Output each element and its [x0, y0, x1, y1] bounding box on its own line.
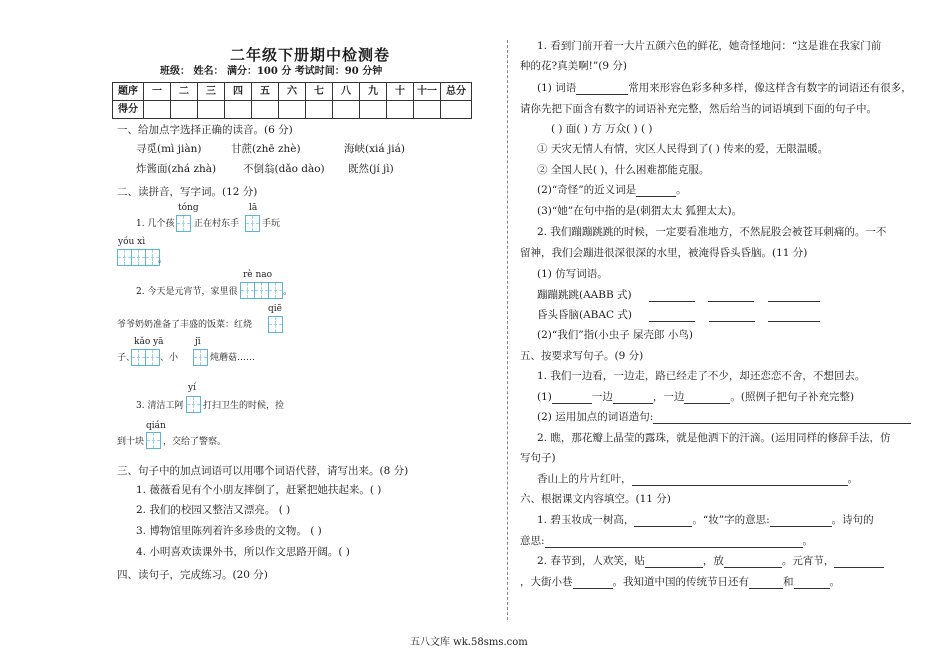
answer-blank[interactable]: [794, 588, 830, 589]
question-label: 。诗句的: [831, 514, 874, 526]
answer-blank[interactable]: [724, 567, 782, 568]
writing-box[interactable]: [254, 282, 269, 299]
answer-blank[interactable]: [770, 526, 832, 527]
writing-boxes[interactable]: [117, 249, 159, 266]
q2-title: 二、读拼音，写字词。(12 分): [117, 186, 258, 198]
question-text: (3)“她”在句中指的是(刺猬太太 狐狸太太)。: [537, 205, 743, 217]
q1-item: 寻觅(mì jiàn): [136, 143, 202, 155]
section-title: 五、按要求写句子。(9 分): [520, 350, 644, 362]
q2-sentence: ，交给了警察。: [163, 437, 227, 447]
question-text: [537, 391, 854, 404]
pinyin-hint: jī: [195, 337, 201, 347]
q1-item: 既然(jí jì): [348, 163, 394, 175]
writing-box[interactable]: [245, 215, 260, 232]
pinyin-hint: yóu xì: [118, 237, 146, 247]
question-label: 蹦蹦跳跳(AABB 式): [537, 289, 632, 301]
reading-passage: 留神，我们会蹦进很深很深的水里，被淹得昏头昏脑。(11 分): [520, 247, 808, 259]
page-title: 二年级下册期中检测卷: [230, 46, 391, 64]
score-input-cell[interactable]: [387, 101, 414, 119]
q2-sentence: 。: [283, 287, 293, 297]
question-text: 意思: 。: [520, 535, 814, 547]
table-cell: 四: [225, 83, 252, 101]
question-text: 2. 瞧，那花瓣上晶莹的露珠，就是他洒下的汗滴。(运用同样的修辞手法，仿: [537, 432, 891, 444]
answer-blank[interactable]: [634, 526, 692, 527]
question-label: 香山上的片片红叶，: [537, 473, 632, 485]
table-cell: 八: [333, 83, 360, 101]
question-label: 昏头昏脑(ABAC 式): [537, 309, 632, 321]
writing-boxes[interactable]: [146, 432, 160, 449]
table-cell: 得分: [113, 101, 144, 119]
pinyin-hint: rè nao: [243, 270, 273, 280]
question-label: 。元宵节，: [781, 555, 835, 567]
answer-blank[interactable]: [636, 196, 676, 197]
table-cell: 三: [198, 83, 225, 101]
reading-passage: 2. 我们蹦蹦跳跳的时候，一定要看准地方，不然屁股会被苍耳刺痛的。一不: [537, 226, 887, 238]
q2-sentence: 1. 几个孩: [136, 219, 175, 229]
question-label: (1) 词语: [537, 82, 577, 94]
table-cell: 题序: [113, 83, 144, 101]
q2-sentence: 3. 清洁工阿: [136, 401, 184, 411]
q2-sentence: 手玩: [262, 219, 281, 229]
q2-sentence: 炖蘑菇……: [210, 353, 256, 363]
question-text: (2)“奇怪”的近义词是 。: [537, 184, 687, 196]
writing-boxes[interactable]: [193, 349, 207, 366]
score-input-cell[interactable]: [360, 101, 387, 119]
question-text: [537, 555, 884, 568]
question-label: 一边: [591, 391, 613, 403]
writing-box[interactable]: [176, 215, 191, 232]
score-input-cell[interactable]: [144, 101, 171, 119]
answer-blank[interactable]: [768, 321, 820, 322]
question-text: [537, 514, 874, 527]
question-label: 意思:: [520, 535, 545, 547]
score-value-row: [113, 101, 472, 119]
question-text: (2)“我们”指(小虫子 屎壳郎 小鸟): [537, 329, 693, 341]
question-text: [537, 289, 820, 302]
question-text: 香山上的片片红叶， 。: [537, 473, 858, 485]
q1-item: 甘蔗(zhē zhè): [231, 143, 301, 155]
q2-sentence: 到十块: [117, 437, 145, 447]
q2-sentence: 子、: [117, 353, 136, 363]
writing-box[interactable]: [268, 282, 283, 299]
table-cell: 二: [171, 83, 198, 101]
writing-box[interactable]: [117, 249, 132, 266]
table-cell: 总分: [441, 83, 472, 101]
score-input-cell[interactable]: [252, 101, 279, 119]
answer-blank[interactable]: [649, 301, 695, 302]
score-input-cell[interactable]: [333, 101, 360, 119]
score-input-cell[interactable]: [279, 101, 306, 119]
answer-blank[interactable]: [613, 403, 653, 404]
answer-blank[interactable]: [576, 94, 628, 95]
question-text: [537, 309, 820, 322]
writing-boxes[interactable]: [240, 282, 282, 299]
reading-passage: 种的花?真美啊!”(9 分): [520, 60, 627, 72]
question-text: 请你先把下面含有数字的词语补充完整，然后给当的词语填到下面的句子中。: [520, 103, 877, 115]
table-cell: 七: [306, 83, 333, 101]
q2-sentence: 。: [158, 255, 168, 265]
score-input-cell[interactable]: [441, 101, 472, 119]
question-text: [520, 576, 840, 589]
writing-box[interactable]: [186, 396, 201, 413]
answer-blank[interactable]: [684, 403, 730, 404]
pinyin-hint: kǎo yā: [134, 337, 164, 347]
q3-item: 1. 薇薇看见有个小朋友摔倒了，赶紧把她扶起来。( ): [136, 484, 382, 496]
q1-item: 海峡(xiá jiá): [344, 143, 405, 155]
writing-box[interactable]: [131, 349, 146, 366]
question-text: [537, 411, 911, 424]
writing-boxes[interactable]: [176, 215, 190, 232]
score-input-cell[interactable]: [225, 101, 252, 119]
q1-item: 不倒翁(dǎo dào): [243, 163, 325, 175]
q2-sentence: 2. 今天是元宵节，家里很: [136, 287, 238, 297]
q2-sentence: 正在村东手: [194, 219, 240, 229]
exam-info: 班级： 姓名： 满分：100 分 考试时间：90 分钟: [160, 66, 383, 77]
footer-watermark: 五八文库 wk.58sms.com: [410, 637, 528, 648]
question-text: ① 天灾无情人有情，灾区人民得到了( ) 传来的爱，无限温暖。: [537, 143, 829, 155]
answer-blank[interactable]: [649, 321, 695, 322]
q2-sentence: 、小: [160, 353, 179, 363]
q2-sentence: 打扫卫生的时候，捡: [203, 401, 285, 411]
answer-blank[interactable]: [834, 567, 884, 568]
pinyin-hint: yí: [188, 383, 196, 393]
answer-blank[interactable]: [768, 301, 820, 302]
score-input-cell[interactable]: [198, 101, 225, 119]
answer-blank[interactable]: [645, 567, 703, 568]
pinyin-hint: tóng: [178, 203, 199, 213]
question-label: 和: [783, 576, 794, 588]
question-label: 1. 碧玉妆成一树高，: [537, 514, 635, 526]
answer-blank[interactable]: [709, 321, 755, 322]
q3-item: 4. 小明喜欢读课外书，所以作文思路开阔。( ): [136, 546, 350, 558]
answer-blank[interactable]: [749, 588, 783, 589]
question-label: 。(照例子把句子补充完整): [730, 391, 855, 403]
answer-blank[interactable]: [632, 485, 848, 486]
pinyin-hint: lā: [249, 203, 258, 213]
pinyin-hint: qiē: [268, 304, 282, 314]
section-title: 六、根据课文内容填空。(11 分): [520, 493, 671, 505]
answer-blank[interactable]: [708, 301, 754, 302]
q1-title: 一、给加点字选择正确的读音。(6 分): [117, 124, 293, 136]
question-label: 。: [829, 576, 840, 588]
table-cell: 九: [360, 83, 387, 101]
question-label: (2)“奇怪”的近义词是: [537, 184, 637, 196]
pinyin-hint: qián: [146, 421, 166, 431]
question-text: 写句子): [520, 452, 556, 464]
question-label: 。“妆”字的意思:: [692, 514, 770, 526]
question-text: ② 全国人民( )，什么困难都能克服。: [537, 164, 710, 176]
question-text: [537, 82, 912, 95]
question-label: (2) 运用加点的词语造句:: [537, 411, 654, 423]
writing-boxes[interactable]: [268, 316, 282, 333]
question-label: ，放: [702, 555, 724, 567]
writing-boxes[interactable]: [245, 215, 259, 232]
question-label: 常用来形容色彩多种多样，像这样含有数字的词语还有很多，: [628, 82, 912, 94]
table-cell: 十一: [414, 83, 441, 101]
writing-box[interactable]: [240, 282, 255, 299]
question-text: (1) 仿写词语。: [537, 268, 608, 280]
question-label: ，一边: [652, 391, 685, 403]
question-text: ( ) 面( ) 方 万众( ) ( ): [551, 123, 653, 135]
answer-blank[interactable]: [552, 403, 592, 404]
answer-blank[interactable]: [545, 547, 803, 548]
q3-item: 2. 我们的校园又整洁又漂亮。 ( ): [136, 504, 291, 516]
writing-boxes[interactable]: [186, 396, 200, 413]
question-label: 2. 春节到，人欢笑，贴: [537, 555, 645, 567]
score-input-cell[interactable]: [414, 101, 441, 119]
table-cell: 十: [387, 83, 414, 101]
column-divider: [507, 40, 508, 620]
writing-box[interactable]: [268, 316, 283, 333]
score-input-cell[interactable]: [306, 101, 333, 119]
q1-item: 炸酱面(zhá zhà): [136, 163, 217, 175]
score-header-row: [113, 83, 472, 101]
writing-box[interactable]: [145, 349, 160, 366]
score-table: [112, 82, 472, 119]
q3-title: 三、句子中的加点词语可以用哪个词语代替，请写出来。(8 分): [117, 465, 409, 477]
writing-box[interactable]: [193, 349, 208, 366]
question-label: ，大街小巷: [520, 576, 573, 588]
writing-box[interactable]: [146, 432, 161, 449]
table-cell: 六: [279, 83, 306, 101]
table-cell: 五: [252, 83, 279, 101]
writing-boxes[interactable]: [131, 349, 159, 366]
reading-passage: 1. 看到门前开着一大片五颜六色的鲜花，她奇怪地问：“这是谁在我家门前: [537, 40, 882, 52]
question-text: 1. 我们一边看，一边走，路已经走了不少，却还恋恋不舍，不想回去。: [537, 370, 866, 382]
question-label: 。我知道中国的传统节日还有: [612, 576, 749, 588]
table-cell: 一: [144, 83, 171, 101]
q3-item: 3. 博物馆里陈列着许多珍贵的文物。 ( ): [136, 525, 322, 537]
q2-sentence: 爷爷奶奶准备了丰盛的饭菜：红烧: [117, 320, 253, 330]
writing-box[interactable]: [131, 249, 146, 266]
score-input-cell[interactable]: [171, 101, 198, 119]
answer-blank[interactable]: [653, 423, 911, 424]
question-label: (1): [537, 391, 552, 403]
q4-title: 四、读句子，完成练习。(20 分): [117, 569, 268, 581]
answer-blank[interactable]: [573, 588, 613, 589]
